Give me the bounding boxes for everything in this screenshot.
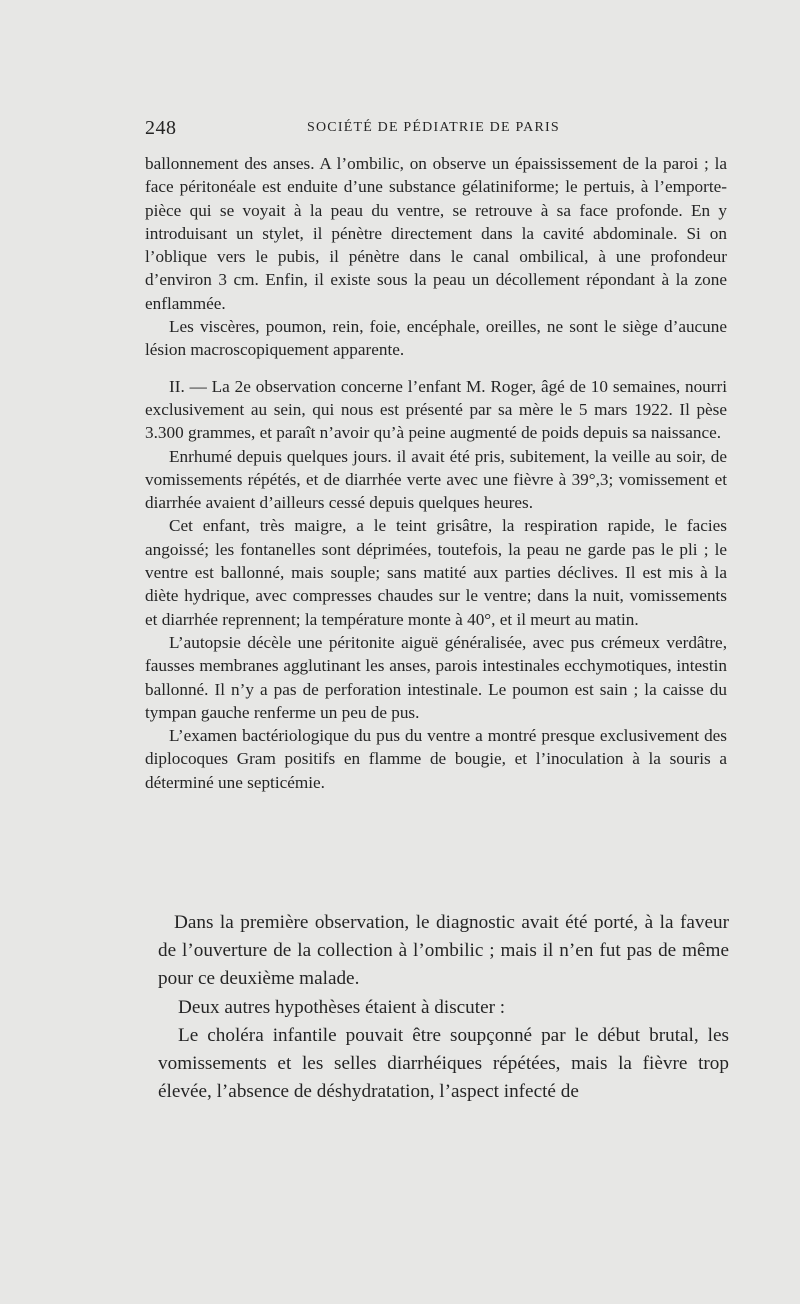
paragraph: Le choléra infantile pouvait être soupçonné par le début brutal, les vomissements et les selles diarrhéiques répétées, mais la fièvre trop élevée, l’absence de déshydratation, l’aspect infecté de [158, 1024, 729, 1103]
paragraph: Cet enfant, très maigre, a le teint grisâtre, la respiration rapide, le facies angoissé; les fontanelles sont déprimées, toutefois, la peau ne garde pas le pli ; le ventre est ballonné, mais souple; sans matité aux parties déclives. Il est mis à la diète hydrique, avec compresses chaudes sur le ventre; dans la nuit, vomissements et diarrhée reprennent; la température monte à 40°, et il meurt au matin. [145, 516, 727, 629]
paragraph: Deux autres hypothèses étaient à discuter : [178, 996, 506, 1018]
page-header [145, 117, 727, 141]
discussion-text [158, 909, 729, 1106]
paragraph: II. — La 2e observation concerne l’enfant M. Roger, âgé de 10 semaines, nourri exclusivement au sein, qui nous est présenté par sa mère le 5 mars 1922. Il pèse 3.300 grammes, et paraît n’avoir qu’à peine augmenté de poids depuis sa naissance. [145, 376, 727, 443]
paragraph: L’autopsie décèle une péritonite aiguë généralisée, avec pus crémeux verdâtre, fausses membranes agglutinant les anses, parois intestinales ecchymotiques, intestin ballonné. Il n’y a pas de perforation intestinale. Le poumon est sain ; la caisse du tympan gauche renferme un peu de pus. [145, 632, 727, 722]
page-number: 248 [145, 117, 177, 139]
case-report-text [145, 152, 727, 794]
paragraph: Les viscères, poumon, rein, foie, encéphale, oreilles, ne sont le siège d’aucune lésion macroscopiquement apparente. [145, 317, 727, 360]
paragraph: L’examen bactériologique du pus du ventre a montré presque exclusivement des diplocoques Gram positifs en flamme de bougie, et l’inoculation à la souris a déterminé une septicémie. [145, 726, 727, 792]
paragraph: Dans la première observation, le diagnostic avait été porté, à la faveur de l’ouverture de la collection à l’ombilic ; mais il n’en fut pas de même pour ce deuxième malade. [158, 912, 729, 990]
paragraph: ballonnement des anses. A l’ombilic, on observe un épaississement de la paroi ; la face péritonéale est enduite d’une substance gélatiniforme; le pertuis, à l’emporte-pièce qui se voyait à la peau du ventre, se retrouve à sa face profonde. En y introduisant un stylet, il pénètre directement dans la cavité abdominale. Si on l’oblique vers le pubis, il pénètre dans le canal ombilical, à une profondeur d’environ 3 cm. Enfin, il existe sous la peau un décollement répondant à la zone enflammée. [145, 154, 727, 313]
running-head: SOCIÉTÉ DE PÉDIATRIE DE PARIS [307, 120, 560, 135]
paragraph: Enrhumé depuis quelques jours. il avait été pris, subitement, la veille au soir, de vomissements répétés, et de diarrhée verte avec une fièvre à 39°,3; vomissement et diarrhée avaient d’ailleurs cessé depuis quelques heures. [145, 446, 727, 513]
